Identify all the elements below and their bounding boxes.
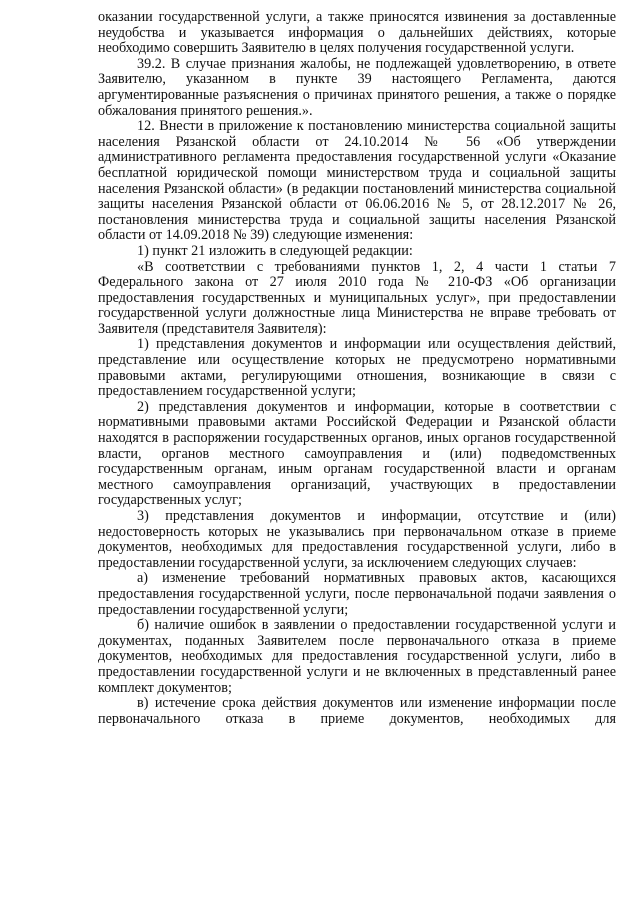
paragraph-list-1: 1) представления документов и информации или осуществления действий, представление или осуществление которых не предусмотрено нормативными правовыми актами, регулирующими отношения, возникающие в связи с предоставлением государственной услуги; — [98, 336, 616, 400]
paragraph-list-b: б) наличие ошибок в заявлении о предоставлении государственной услуги и документах, поданных Заявителем после первоначального отказа в приеме документов, необходимых для предоставления государственной услуги, либо в предоставлении государственной услуги и не включенных в представленный ранее комплект документов; — [98, 617, 616, 696]
paragraph-list-3: 3) представления документов и информации, отсутствие и (или) недостоверность которых не указывались при первоначальном отказе в приеме документов, необходимых для предоставления государственной услуги, либо в предоставлении государственной услуги, за исключением следующих случаев: — [98, 508, 616, 571]
paragraph-list-2: 2) представления документов и информации, которые в соответствии с нормативными правовыми актами Российской Федерации и Рязанской области находятся в распоряжении государственных органов, иных органов государственной власти, органов местного самоуправления и (или) подведомственных государственным органам, иным органам государственной власти и органам местного самоуправления организаций, участвующих в предоставлении государственных услуг; — [98, 398, 616, 509]
paragraph-subitem-1: 1) пункт 21 изложить в следующей редакции: — [137, 242, 413, 259]
paragraph-list-v: в) истечение срока действия документов или изменение информации после первоначального отказа в приеме документов, необходимых для — [98, 695, 616, 727]
paragraph-quote-intro: «В соответствии с требованиями пунктов 1, 2, 4 части 1 статьи 7 Федерального закона от 27 июля 2010 года № 210-ФЗ «Об организации предоставления государственных и муниципальных услуг», при предоставлении государственной услуги должностные лица Министерства не вправе требовать от Заявителя (представителя Заявителя): — [98, 258, 616, 337]
paragraph-list-a: а) изменение требований нормативных правовых актов, касающихся предоставления государственной услуги, после первоначальной подачи заявления о предоставлении государственной услуги; — [98, 570, 616, 618]
paragraph-item-12: 12. Внести в приложение к постановлению министерства социальной защиты населения Рязанской области от 24.10.2014 № 56 «Об утверждении административного регламента предоставления государственной услуги «Оказание бесплатной юридической помощи министерством труда и социальной защиты населения Рязанской области» (в редакции постановлений министерства социальной защиты населения Рязанской области от 06.06.2016 № 5, от 28.12.2017 № 26, постановления министерства труда и социальной защиты населения Рязанской области от 14.09.2018 № 39) следующие изменения: — [98, 118, 616, 244]
paragraph-39-2: 39.2. В случае признания жалобы, не подлежащей удовлетворению, в ответе Заявителю, указанном в пункте 39 настоящего Регламента, даются аргументированные разъяснения о причинах принятого решения, а также о порядке обжалования принятого решения.». — [98, 55, 616, 119]
paragraph-continuation: оказании государственной услуги, а также приносятся извинения за доставленные неудобства и указывается информация о дальнейших действиях, которые необходимо совершить Заявителю в целях получения государственной услуги. — [98, 9, 616, 57]
